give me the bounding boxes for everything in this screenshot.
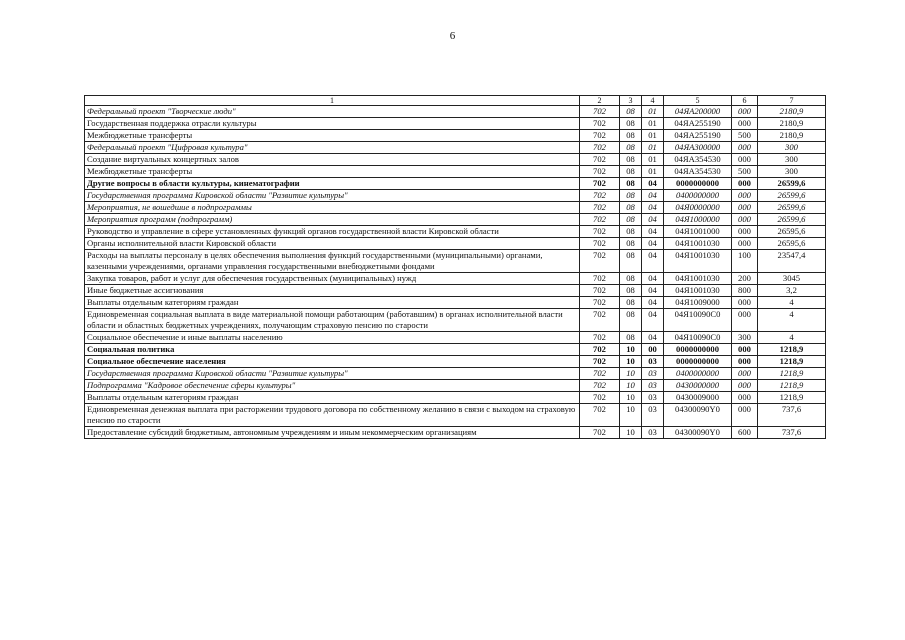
table-row bbox=[85, 118, 826, 130]
row-name-cell: Иные бюджетные ассигнования bbox=[85, 285, 580, 297]
amount-cell: 26599,6 bbox=[758, 214, 826, 226]
section-code-cell: 08 bbox=[620, 309, 642, 332]
target-item-code-cell: 04Я0000000 bbox=[664, 202, 732, 214]
ministry-code-cell: 702 bbox=[580, 250, 620, 273]
subsection-code-cell: 01 bbox=[642, 154, 664, 166]
ministry-code-cell: 702 bbox=[580, 214, 620, 226]
subsection-code-cell: 04 bbox=[642, 238, 664, 250]
ministry-code-cell: 702 bbox=[580, 392, 620, 404]
ministry-code-cell: 702 bbox=[580, 427, 620, 439]
target-item-code-cell: 04Я1001030 bbox=[664, 273, 732, 285]
subsection-code-cell: 03 bbox=[642, 427, 664, 439]
row-name-cell: Расходы на выплаты персоналу в целях обеспечения выполнения функций государственными (муниципальными) органами, казенными учреждениями, органами управления государственными внебюджетными фондами bbox=[85, 250, 580, 273]
amount-cell: 1218,9 bbox=[758, 368, 826, 380]
target-item-code-cell: 0400000000 bbox=[664, 190, 732, 202]
table-row bbox=[85, 106, 826, 118]
row-name-cell: Мероприятия, не вошедшие в подпрограммы bbox=[85, 202, 580, 214]
subsection-code-cell: 03 bbox=[642, 380, 664, 392]
expense-type-code-cell: 000 bbox=[732, 344, 758, 356]
expense-type-code-cell: 000 bbox=[732, 404, 758, 427]
column-header-6: 6 bbox=[732, 96, 758, 106]
row-name-cell: Социальная политика bbox=[85, 344, 580, 356]
expense-type-code-cell: 000 bbox=[732, 142, 758, 154]
section-code-cell: 08 bbox=[620, 226, 642, 238]
ministry-code-cell: 702 bbox=[580, 344, 620, 356]
amount-cell: 1218,9 bbox=[758, 356, 826, 368]
section-code-cell: 08 bbox=[620, 142, 642, 154]
section-code-cell: 08 bbox=[620, 273, 642, 285]
subsection-code-cell: 03 bbox=[642, 368, 664, 380]
table-row bbox=[85, 344, 826, 356]
ministry-code-cell: 702 bbox=[580, 118, 620, 130]
expense-type-code-cell: 000 bbox=[732, 178, 758, 190]
ministry-code-cell: 702 bbox=[580, 273, 620, 285]
target-item-code-cell: 04ЯA255190 bbox=[664, 118, 732, 130]
expense-type-code-cell: 000 bbox=[732, 380, 758, 392]
ministry-code-cell: 702 bbox=[580, 332, 620, 344]
subsection-code-cell: 04 bbox=[642, 190, 664, 202]
page-number: 6 bbox=[449, 30, 456, 42]
amount-cell: 1218,9 bbox=[758, 344, 826, 356]
section-code-cell: 10 bbox=[620, 356, 642, 368]
table-row bbox=[85, 214, 826, 226]
amount-cell: 26595,6 bbox=[758, 226, 826, 238]
row-name-cell: Руководство и управление в сфере установленных функций органов государственной власти Кировской области bbox=[85, 226, 580, 238]
subsection-code-cell: 04 bbox=[642, 226, 664, 238]
section-code-cell: 10 bbox=[620, 427, 642, 439]
table-row bbox=[85, 404, 826, 427]
expense-type-code-cell: 000 bbox=[732, 368, 758, 380]
expense-type-code-cell: 000 bbox=[732, 297, 758, 309]
amount-cell: 1218,9 bbox=[758, 380, 826, 392]
row-name-cell: Другие вопросы в области культуры, кинематографии bbox=[85, 178, 580, 190]
target-item-code-cell: 04Я10090C0 bbox=[664, 309, 732, 332]
amount-cell: 2180,9 bbox=[758, 118, 826, 130]
ministry-code-cell: 702 bbox=[580, 285, 620, 297]
ministry-code-cell: 702 bbox=[580, 238, 620, 250]
ministry-code-cell: 702 bbox=[580, 309, 620, 332]
row-name-cell: Выплаты отдельным категориям граждан bbox=[85, 392, 580, 404]
amount-cell: 26599,6 bbox=[758, 178, 826, 190]
row-name-cell: Выплаты отдельным категориям граждан bbox=[85, 297, 580, 309]
expense-type-code-cell: 500 bbox=[732, 130, 758, 142]
column-header-1: 1 bbox=[85, 96, 580, 106]
row-name-cell: Создание виртуальных концертных залов bbox=[85, 154, 580, 166]
row-name-cell: Межбюджетные трансферты bbox=[85, 166, 580, 178]
expense-type-code-cell: 000 bbox=[732, 356, 758, 368]
table-row bbox=[85, 142, 826, 154]
expense-type-code-cell: 000 bbox=[732, 226, 758, 238]
target-item-code-cell: 0000000000 bbox=[664, 178, 732, 190]
expense-type-code-cell: 000 bbox=[732, 392, 758, 404]
section-code-cell: 08 bbox=[620, 166, 642, 178]
subsection-code-cell: 04 bbox=[642, 297, 664, 309]
amount-cell: 300 bbox=[758, 154, 826, 166]
target-item-code-cell: 0000000000 bbox=[664, 344, 732, 356]
target-item-code-cell: 04300090Y0 bbox=[664, 427, 732, 439]
expense-type-code-cell: 000 bbox=[732, 106, 758, 118]
target-item-code-cell: 0430000000 bbox=[664, 380, 732, 392]
target-item-code-cell: 04ЯA255190 bbox=[664, 130, 732, 142]
subsection-code-cell: 00 bbox=[642, 344, 664, 356]
expense-type-code-cell: 000 bbox=[732, 202, 758, 214]
section-code-cell: 08 bbox=[620, 285, 642, 297]
table-row bbox=[85, 297, 826, 309]
section-code-cell: 08 bbox=[620, 178, 642, 190]
section-code-cell: 08 bbox=[620, 190, 642, 202]
expense-type-code-cell: 300 bbox=[732, 332, 758, 344]
amount-cell: 26595,6 bbox=[758, 238, 826, 250]
amount-cell: 300 bbox=[758, 166, 826, 178]
amount-cell: 2180,9 bbox=[758, 106, 826, 118]
amount-cell: 2180,9 bbox=[758, 130, 826, 142]
row-name-cell: Социальное обеспечение населения bbox=[85, 356, 580, 368]
table-row bbox=[85, 368, 826, 380]
expense-type-code-cell: 200 bbox=[732, 273, 758, 285]
target-item-code-cell: 04Я1001030 bbox=[664, 238, 732, 250]
subsection-code-cell: 04 bbox=[642, 285, 664, 297]
subsection-code-cell: 04 bbox=[642, 309, 664, 332]
section-code-cell: 10 bbox=[620, 344, 642, 356]
table-row bbox=[85, 273, 826, 285]
ministry-code-cell: 702 bbox=[580, 154, 620, 166]
column-header-5: 5 bbox=[664, 96, 732, 106]
table-row bbox=[85, 238, 826, 250]
table-row bbox=[85, 250, 826, 273]
ministry-code-cell: 702 bbox=[580, 226, 620, 238]
ministry-code-cell: 702 bbox=[580, 142, 620, 154]
expense-type-code-cell: 000 bbox=[732, 118, 758, 130]
row-name-cell: Единовременная социальная выплата в виде материальной помощи работающим (работавшим) в органах исполнительной власти области и областных бюджетных учреждениях, получающим страховую пенсию по старости bbox=[85, 309, 580, 332]
target-item-code-cell: 04Я1001000 bbox=[664, 226, 732, 238]
column-header-2: 2 bbox=[580, 96, 620, 106]
section-code-cell: 08 bbox=[620, 332, 642, 344]
target-item-code-cell: 04Я1000000 bbox=[664, 214, 732, 226]
subsection-code-cell: 01 bbox=[642, 142, 664, 154]
section-code-cell: 10 bbox=[620, 404, 642, 427]
target-item-code-cell: 04Я10090C0 bbox=[664, 332, 732, 344]
target-item-code-cell: 04ЯA354530 bbox=[664, 154, 732, 166]
subsection-code-cell: 04 bbox=[642, 202, 664, 214]
target-item-code-cell: 0000000000 bbox=[664, 356, 732, 368]
amount-cell: 26599,6 bbox=[758, 202, 826, 214]
target-item-code-cell: 04Я1009000 bbox=[664, 297, 732, 309]
row-name-cell: Межбюджетные трансферты bbox=[85, 130, 580, 142]
section-code-cell: 08 bbox=[620, 214, 642, 226]
target-item-code-cell: 04Я1001030 bbox=[664, 250, 732, 273]
expense-type-code-cell: 000 bbox=[732, 214, 758, 226]
row-name-cell: Государственная поддержка отрасли культуры bbox=[85, 118, 580, 130]
row-name-cell: Органы исполнительной власти Кировской области bbox=[85, 238, 580, 250]
subsection-code-cell: 04 bbox=[642, 214, 664, 226]
section-code-cell: 08 bbox=[620, 238, 642, 250]
expense-type-code-cell: 600 bbox=[732, 427, 758, 439]
section-code-cell: 08 bbox=[620, 297, 642, 309]
table-row bbox=[85, 154, 826, 166]
row-name-cell: Подпрограмма "Кадровое обеспечение сферы культуры" bbox=[85, 380, 580, 392]
subsection-code-cell: 03 bbox=[642, 356, 664, 368]
ministry-code-cell: 702 bbox=[580, 130, 620, 142]
section-code-cell: 08 bbox=[620, 202, 642, 214]
table-row bbox=[85, 356, 826, 368]
section-code-cell: 08 bbox=[620, 130, 642, 142]
subsection-code-cell: 01 bbox=[642, 106, 664, 118]
expense-type-code-cell: 000 bbox=[732, 190, 758, 202]
budget-table bbox=[84, 95, 826, 439]
subsection-code-cell: 01 bbox=[642, 118, 664, 130]
section-code-cell: 08 bbox=[620, 106, 642, 118]
row-name-cell: Федеральный проект "Творческие люди" bbox=[85, 106, 580, 118]
section-code-cell: 10 bbox=[620, 368, 642, 380]
row-name-cell: Мероприятия программ (подпрограмм) bbox=[85, 214, 580, 226]
row-name-cell: Государственная программа Кировской области "Развитие культуры" bbox=[85, 368, 580, 380]
amount-cell: 4 bbox=[758, 332, 826, 344]
table-row bbox=[85, 202, 826, 214]
subsection-code-cell: 03 bbox=[642, 392, 664, 404]
table-row bbox=[85, 380, 826, 392]
section-code-cell: 10 bbox=[620, 392, 642, 404]
amount-cell: 737,6 bbox=[758, 427, 826, 439]
ministry-code-cell: 702 bbox=[580, 166, 620, 178]
amount-cell: 3045 bbox=[758, 273, 826, 285]
expense-type-code-cell: 000 bbox=[732, 154, 758, 166]
table-row bbox=[85, 309, 826, 332]
ministry-code-cell: 702 bbox=[580, 380, 620, 392]
ministry-code-cell: 702 bbox=[580, 178, 620, 190]
amount-cell: 26599,6 bbox=[758, 190, 826, 202]
target-item-code-cell: 04Я1001030 bbox=[664, 285, 732, 297]
subsection-code-cell: 01 bbox=[642, 166, 664, 178]
amount-cell: 4 bbox=[758, 297, 826, 309]
section-code-cell: 08 bbox=[620, 118, 642, 130]
row-name-cell: Единовременная денежная выплата при расторжении трудового договора по собственному желанию в связи с выходом на страховую пенсию по старости bbox=[85, 404, 580, 427]
subsection-code-cell: 04 bbox=[642, 332, 664, 344]
expense-type-code-cell: 800 bbox=[732, 285, 758, 297]
column-header-4: 4 bbox=[642, 96, 664, 106]
expense-type-code-cell: 100 bbox=[732, 250, 758, 273]
target-item-code-cell: 0430009000 bbox=[664, 392, 732, 404]
amount-cell: 23547,4 bbox=[758, 250, 826, 273]
table-row bbox=[85, 190, 826, 202]
subsection-code-cell: 03 bbox=[642, 404, 664, 427]
amount-cell: 1218,9 bbox=[758, 392, 826, 404]
row-name-cell: Федеральный проект "Цифровая культура" bbox=[85, 142, 580, 154]
amount-cell: 3,2 bbox=[758, 285, 826, 297]
column-header-3: 3 bbox=[620, 96, 642, 106]
row-name-cell: Закупка товаров, работ и услуг для обеспечения государственных (муниципальных) нужд bbox=[85, 273, 580, 285]
subsection-code-cell: 04 bbox=[642, 250, 664, 273]
row-name-cell: Социальное обеспечение и иные выплаты населению bbox=[85, 332, 580, 344]
ministry-code-cell: 702 bbox=[580, 368, 620, 380]
row-name-cell: Предоставление субсидий бюджетным, автономным учреждениям и иным некоммерческим организациям bbox=[85, 427, 580, 439]
expense-type-code-cell: 000 bbox=[732, 309, 758, 332]
expense-type-code-cell: 000 bbox=[732, 238, 758, 250]
ministry-code-cell: 702 bbox=[580, 106, 620, 118]
subsection-code-cell: 04 bbox=[642, 273, 664, 285]
table-header-row bbox=[85, 96, 826, 106]
table-row bbox=[85, 392, 826, 404]
ministry-code-cell: 702 bbox=[580, 202, 620, 214]
ministry-code-cell: 702 bbox=[580, 190, 620, 202]
amount-cell: 300 bbox=[758, 142, 826, 154]
ministry-code-cell: 702 bbox=[580, 404, 620, 427]
subsection-code-cell: 04 bbox=[642, 178, 664, 190]
target-item-code-cell: 04ЯA200000 bbox=[664, 106, 732, 118]
section-code-cell: 08 bbox=[620, 154, 642, 166]
expense-type-code-cell: 500 bbox=[732, 166, 758, 178]
amount-cell: 4 bbox=[758, 309, 826, 332]
row-name-cell: Государственная программа Кировской области "Развитие культуры" bbox=[85, 190, 580, 202]
table-row bbox=[85, 178, 826, 190]
section-code-cell: 08 bbox=[620, 250, 642, 273]
target-item-code-cell: 04ЯA300000 bbox=[664, 142, 732, 154]
column-header-7: 7 bbox=[758, 96, 826, 106]
target-item-code-cell: 0400000000 bbox=[664, 368, 732, 380]
table-row bbox=[85, 226, 826, 238]
table-row bbox=[85, 166, 826, 178]
target-item-code-cell: 04300090Y0 bbox=[664, 404, 732, 427]
subsection-code-cell: 01 bbox=[642, 130, 664, 142]
section-code-cell: 10 bbox=[620, 380, 642, 392]
table-row bbox=[85, 427, 826, 439]
amount-cell: 737,6 bbox=[758, 404, 826, 427]
table-row bbox=[85, 130, 826, 142]
ministry-code-cell: 702 bbox=[580, 356, 620, 368]
table-row bbox=[85, 285, 826, 297]
target-item-code-cell: 04ЯA354530 bbox=[664, 166, 732, 178]
table-row bbox=[85, 332, 826, 344]
ministry-code-cell: 702 bbox=[580, 297, 620, 309]
